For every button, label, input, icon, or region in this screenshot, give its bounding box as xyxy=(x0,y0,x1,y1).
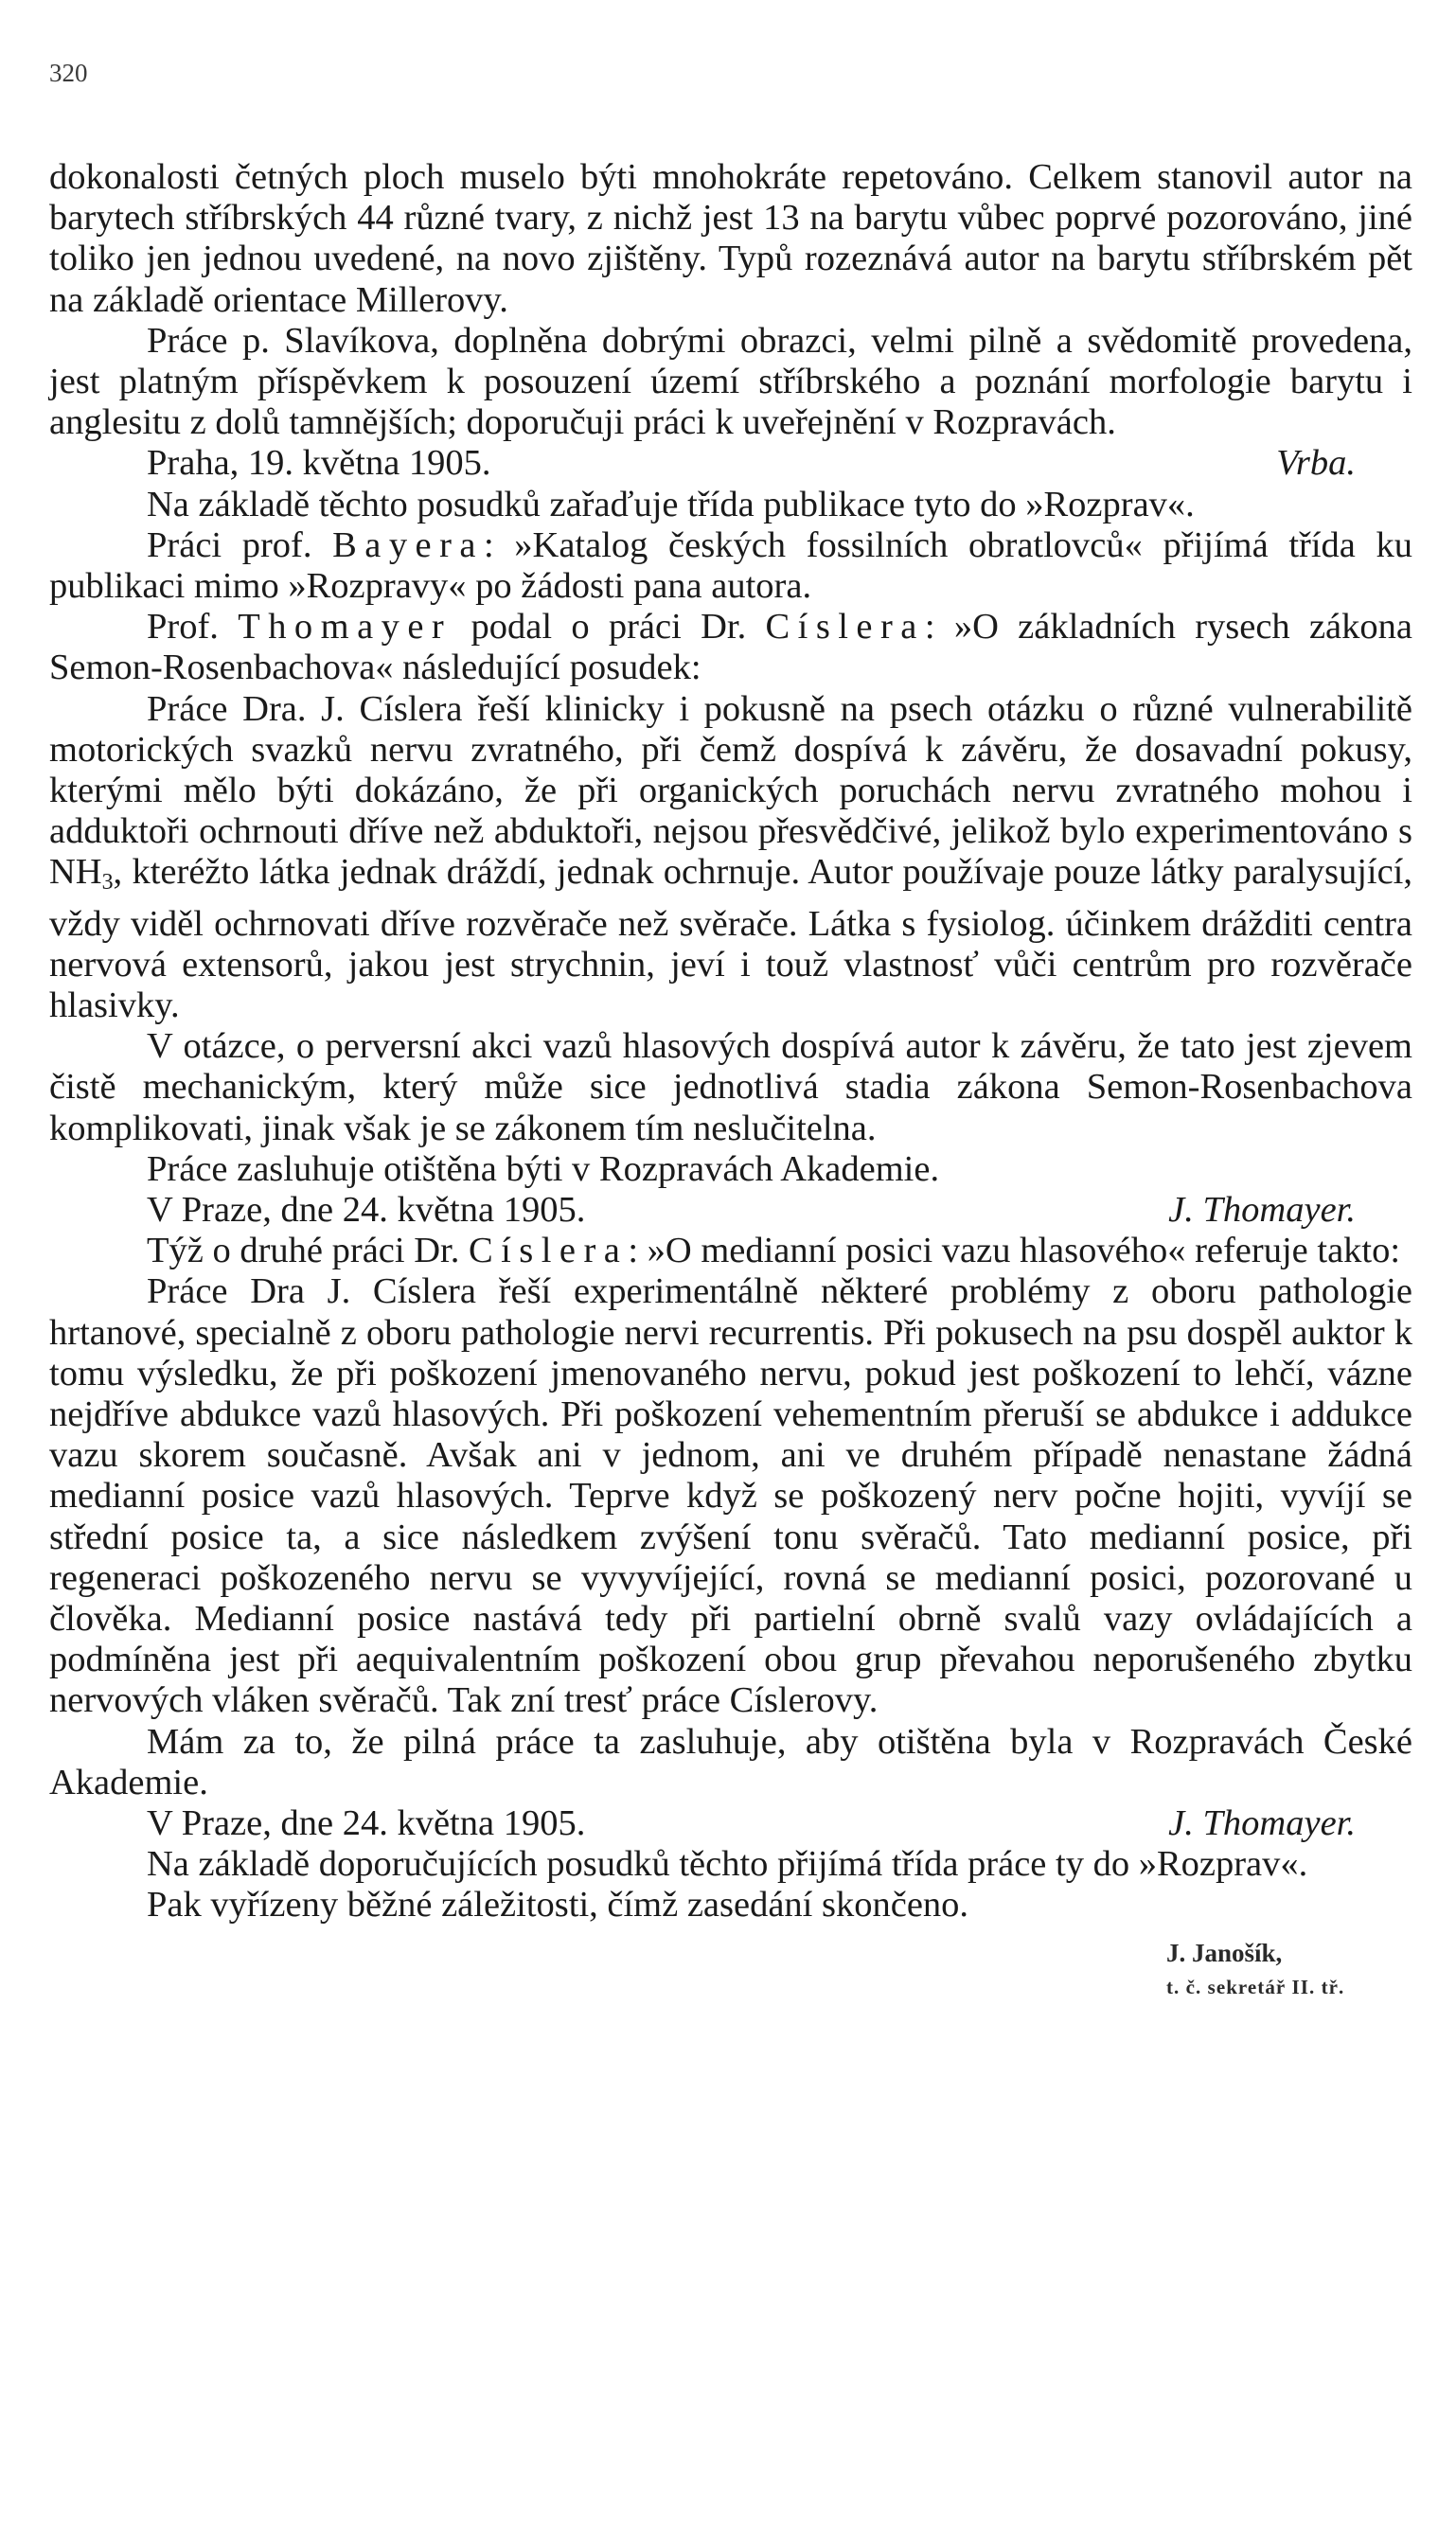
signature-vrba: Vrba. xyxy=(1276,443,1356,484)
secretary-name: J. Janošík, xyxy=(1166,1938,1283,1967)
body-text xyxy=(49,157,1412,2004)
author-thomayer: Thomayer xyxy=(238,607,453,648)
secretary-role: t. č. sekretář II. tř. xyxy=(1166,1975,1345,1998)
paragraph-cisler-review-1: Práce Dra. J. Císlera řeší klinicky i pokusně na psech otázku o různé vulnerabilitě motorických svazků nervu zvratného, při čemž dospívá k závěru, že dosavadní pokusy, kterými mělo býti dokázáno, že při organických poruchách nervu zvratného mohou i adduktoři ochrnouti dříve než abduktoři, nejsou přesvědčivé, jelikož bylo experimentováno s $NH_3$, kteréžto látka jednak dráždí, jednak ochrnuje. Autor používaje pouze látky paralysující, vždy viděl ochrnovati dříve rozvěrače než svěrače. Látka s fysiolog. účinkem drážditi centra nervová extensorů, jakou jest strychnin, jeví i touž vlastnosť vůči centrům pro rozvěrače hlasivky. xyxy=(49,688,1412,1026)
signature-thomayer: J. Thomayer. xyxy=(1168,1803,1356,1844)
paragraph-recommendation-1: Práce zasluhuje otištěna býti v Rozpravách Akademie. xyxy=(147,1148,940,1189)
dateline-place-date: V Praze, dne 24. května 1905. xyxy=(147,1190,586,1231)
paragraph-cisler-review-2: Práce Dra J. Císlera řeší experimentálně některé problémy z oboru pathologie hrtanové, specialně z oboru pathologie nervi recurrentis. Při pokusech na psu dospěl auktor k tomu výsledku, že při poškození jmenovaného nervu, pokud jest poškození to lehčí, vázne nejdříve abdukce vazů hlasových. Při poškození vehementním přeruší se abdukce i addukce vazu skorem současně. Avšak ani v jednom, ani ve druhém případě nenastane žádná medianní posice vazů hlasových. Teprve když se poškozený nerv počne hojiti, vyvíjí se střední posice ta, a sice následkem zvýšení tonu svěračů. Tato medianní posice, při regeneraci poškozeného nervu se vyvyvíjející, rovná se medianní posici, pozorované u člověka. Medianní posice nastává tedy při partielní obrně svalů vazy ovládajících a podmíněna jest při aequivalentním poškození obou grup převahou neporušeného zbytku nervových vláken svěračů. Tak zní tresť práce Císlerovy. xyxy=(49,1271,1412,1721)
paragraph-recommendation-2: Mám za to, že pilná práce ta zasluhuje, aby otištěna byla v Rozpravách České Akademie. xyxy=(49,1721,1412,1802)
paragraph-second-work-intro: Týž o druhé práci Dr. Císlera: »O medianní posici vazu hlasového« referuje takto: xyxy=(147,1231,1401,1271)
author-cisler: Císlera xyxy=(765,607,925,648)
signature-thomayer: J. Thomayer. xyxy=(1168,1190,1356,1231)
dateline-thomayer-2 xyxy=(49,1803,1412,1844)
paragraph-perverse-action: V otázce, o perversní akci vazů hlasových dospívá autor k závěru, že tato jest zjevem čistě mechanickým, který může sice jednotlivá stadia zákona Semon-Rosenbachova komplikovati, jinak však je se zákonem tím neslučitelna. xyxy=(49,1026,1412,1148)
page-number: 320 xyxy=(49,59,88,87)
dateline-vrba xyxy=(49,443,1412,484)
author-bayer: Bayera xyxy=(332,524,484,565)
subscript-3: 3 xyxy=(101,870,114,896)
author-cisler: Císlera xyxy=(468,1231,629,1271)
paragraph-slavik-review: Práce p. Slavíkova, doplněna dobrými obrazci, velmi pilně a svědomitě provedena, jest platným příspěvkem k posouzení území stříbrského a poznání morfologie barytu i anglesitu z dolů tamnějších; doporučuji práci k uveřejnění v Rozpravách. xyxy=(49,320,1412,443)
secretary-signature xyxy=(1166,1936,1412,2004)
paragraph-barite-summary: dokonalosti četných ploch muselo býti mnohokráte repetováno. Celkem stanovil autor na barytech stříbrských 44 různé tvary, z nichž jest 13 na barytu vůbec poprvé pozorováno, jiné toliko jen jednou uvedené, na novo zjištěny. Typů rozeznává autor na barytu stříbrském pět na základě orientace Millerovy. xyxy=(49,157,1412,320)
paragraph-bayer-catalog: Práci prof. Bayera: »Katalog českých fossilních obratlovců« přijímá třída ku publikaci mimo »Rozpravy« po žádosti pana autora. xyxy=(49,524,1412,607)
paragraph-class-decision-1: Na základě těchto posudků zařaďuje třída publikace tyto do »Rozprav«. xyxy=(147,484,1195,524)
dateline-thomayer-1 xyxy=(49,1190,1412,1231)
paragraph-thomayer-intro: Prof. Thomayer podal o práci Dr. Císlera: »O základních rysech zákona Semon-Rosenbachova« následující posudek: xyxy=(49,607,1412,688)
paragraph-closing: Pak vyřízeny běžné záležitosti, čímž zasedání skončeno. xyxy=(147,1885,969,1926)
dateline-place-date: V Praze, dne 24. května 1905. xyxy=(147,1803,586,1844)
paragraph-class-decision-2: Na základě doporučujících posudků těchto přijímá třída práce ty do »Rozprav«. xyxy=(147,1844,1308,1885)
dateline-place-date: Praha, 19. května 1905. xyxy=(147,443,491,484)
